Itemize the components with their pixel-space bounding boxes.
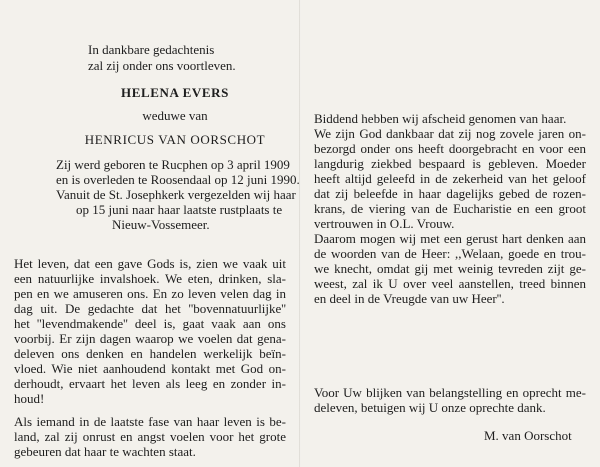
signature: M. van Oorschot [484,428,572,443]
thanks-line-2: deleven, betuigen wij U onze oprechte dank. [314,400,546,415]
right-paragraph-1-line-7: krans, de viering van de Eucharistie en een groot [314,201,586,216]
left-paragraph-1-line-7: deleven ons denken en handelen werkelijk beïn- [14,346,286,361]
left-paragraph-2-line-2: land, zal zij onrust en angst voelen voor het grote [14,429,286,444]
left-paragraph-1-line-5: het ''levendmakende'' deel is, gaat vaak aan ons [14,316,286,331]
bio-line-4: op 15 juni naar haar laatste rustplaats te [76,202,283,217]
left-paragraph-1-line-10: houd! [14,391,45,406]
deceased-name: HELENA EVERS [121,85,229,100]
right-paragraph-1-line-4: langdurig ziekbed bespaard is gebleven. Moeder [314,156,586,171]
left-paragraph-2-line-1: Als iemand in de laatste fase van haar leven is be- [14,414,286,429]
right-paragraph-1-line-12: weest, zal ik U over veel aanstellen, treed binnen [314,276,586,291]
left-paragraph-1-line-6: voorbij. Er zijn dagen waarop we voelen dat gena- [14,331,286,346]
bio-line-5: Nieuw-Vossemeer. [112,217,210,232]
left-paragraph-1-line-3: pen en we amuseren ons. En zo leven velen dag in [14,286,286,301]
fold-line [299,0,301,467]
left-paragraph-1-line-4: dag uit. De gedachte dat het ''bovennatuurlijke'' [14,301,286,316]
widow-of-label: weduwe van [142,108,208,123]
thanks-line-1: Voor Uw blijken van belangstelling en oprecht me- [314,385,586,400]
right-paragraph-1-line-6: dat zij beleefde in haar dagelijks gebed de rozen- [314,186,586,201]
left-paragraph-1-line-8: vloed. Wie niet aanhoudend kontakt met God on- [14,361,286,376]
right-paragraph-1-line-11: we knecht, omdat gij met weinig tevreden zijt ge- [314,261,586,276]
right-paragraph-1-line-2: We zijn God dankbaar dat zij nog zovele jaren on- [314,126,586,141]
right-paragraph-1-line-1: Biddend hebben wij afscheid genomen van haar. [314,111,567,126]
left-paragraph-1-line-1: Het leven, dat een gave Gods is, zien we vaak uit [14,256,286,271]
left-paragraph-1-line-9: derhoudt, ervaart het leven als leeg en zonder in- [14,376,286,391]
intro-line-1: In dankbare gedachtenis [88,42,215,57]
left-paragraph-1-line-2: een natuurlijke invalshoek. We eten, drinken, sla- [14,271,286,286]
left-paragraph-2-line-3: gebeuren dat haar te wachten staat. [14,444,196,459]
right-paragraph-1-line-5: heeft altijd geleefd in de zekerheid van het geloof [314,171,586,186]
right-paragraph-1-line-13: en deel in de Vreugde van uw Heer''. [314,291,505,306]
right-paragraph-1-line-10: de woorden van de Heer: ,,Welaan, goede en trou- [314,246,586,261]
bio-line-3: Vanuit de St. Josephkerk vergezelden wij haar [56,187,296,202]
intro-line-2: zal zij onder ons voortleven. [88,58,236,73]
husband-name: HENRICUS VAN OORSCHOT [84,132,266,147]
right-paragraph-1-line-8: vertrouwen in O.L. Vrouw. [314,216,455,231]
right-paragraph-1-line-9: Daarom mogen wij met een gerust hart denken aan [314,231,586,246]
right-paragraph-1-line-3: bezorgd onder ons heeft doorgebracht en voor een [314,141,586,156]
bio-line-2: en is overleden te Roosendaal op 12 juni 1990. [56,172,300,187]
bio-line-1: Zij werd geboren te Rucphen op 3 april 1909 [56,157,290,172]
